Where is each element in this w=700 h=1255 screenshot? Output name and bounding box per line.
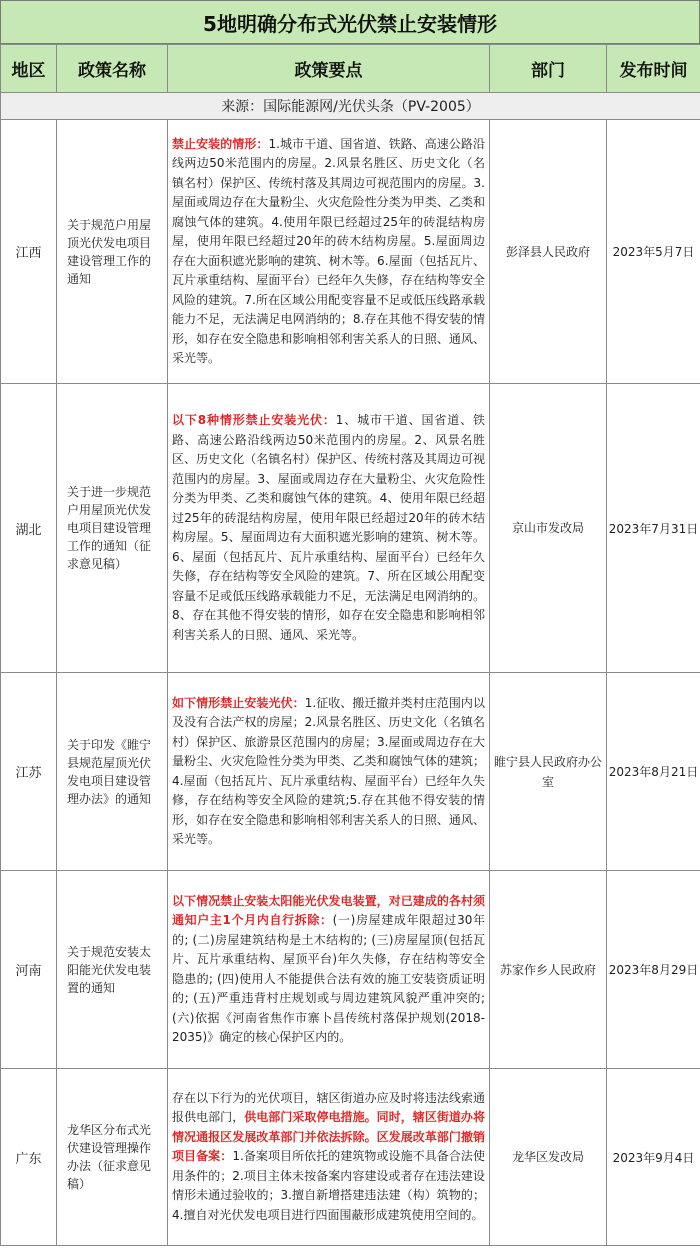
date-cell: 2023年9月4日 xyxy=(607,1069,700,1246)
region-cell: 河南 xyxy=(1,871,57,1069)
points-text: 1.城市干道、国省道、铁路、高速公路沿线两边50米范围内的房屋。2.风景名胜区、历史文化（名镇名村）保护区、传统村落及其周边可视范围内的房屋。3.屋面或周边存在大量粉尘、火灾危险性分类为甲类、乙类和腐蚀气体的建筑。4.使用年限已经超过25年的砖混结构房屋，使用年限已经超过20年的砖木结构房屋。5.屋面周边存在大面积遮光影响的建筑、树木等。6.屋面（包括瓦片、瓦片承重结构、屋面平台）已经年久失修，存在结构等安全风险的建筑。7.所在区域公用配变容量不足或低压线路承载能力不足，无法满足电网消纳的；8.存在其他不得安装的情形，如存在安全隐患和影响相邻利害关系人的日照、通风、采光等。 xyxy=(172,136,485,365)
points-text: (一)房屋建成年限超过30年的; (二)房屋建筑结构是土木结构的; (三)房屋屋顶(包括瓦片、瓦片承重结构、屋顶平台)年久失修，存在结构等安全隐患的; (四)使用人不能提供合法有效的施工安装资质证明的; (五)严重违背村庄规划或与周边建筑风貌严重冲突的; (六)依据《河南省焦作市寨卜昌传统村落保护规划(2018-2035)》确定的核心保护区内的。 xyxy=(172,913,485,1044)
policy-name-cell: 关于规范安装太阳能光伏发电装置的通知 xyxy=(57,871,168,1069)
header-date: 发布时间 xyxy=(607,45,700,93)
date-cell: 2023年8月21日 xyxy=(607,673,700,871)
department-cell: 龙华区发改局 xyxy=(490,1069,607,1246)
points-highlight: 如下情形禁止安装光伏： xyxy=(172,695,305,710)
policy-points-cell xyxy=(168,673,490,871)
points-intro: 存在以下行为的光伏项目，辖区街道办应及时将违法线索通报供电部门， xyxy=(172,1090,485,1125)
points-text: 1.备案项目所依托的建筑物或设施不具备合法使用条件的；2.项目主体未按备案内容建设或者存在违法建设情形未通过验收的；3.擅自新增搭建违法建（构）筑物的；4.擅自对光伏发电项目进行四面围蔽形成建筑使用空间的。 xyxy=(172,1149,485,1222)
policy-name-cell: 关于规范户用屋顶光伏发电项目建设管理工作的通知 xyxy=(57,120,168,384)
region-cell: 广东 xyxy=(1,1069,57,1246)
policy-points-cell xyxy=(168,1069,490,1246)
table-row xyxy=(1,1069,700,1246)
policy-points-cell xyxy=(168,871,490,1069)
policy-table xyxy=(0,44,700,1246)
header-policy-points: 政策要点 xyxy=(168,45,490,93)
policy-name-cell: 龙华区分布式光伏建设管理操作办法（征求意见稿） xyxy=(57,1069,168,1246)
policy-name-cell: 关于印发《睢宁县规范屋顶光伏发电项目建设管理办法》的通知 xyxy=(57,673,168,871)
policy-points-cell xyxy=(168,120,490,384)
points-highlight: 供电部门采取停电措施。同时，辖区街道办将情况通报区发展改革部门并依法拆除。区发展改革部门撤销项目备案： xyxy=(172,1110,485,1164)
date-cell: 2023年5月7日 xyxy=(607,120,700,384)
region-cell: 江西 xyxy=(1,120,57,384)
region-cell: 江苏 xyxy=(1,673,57,871)
points-highlight: 以下8种情形禁止安装光伏： xyxy=(172,413,336,427)
table-title: 5地明确分布式光伏禁止安装情形 xyxy=(0,0,700,44)
points-text: 1.征收、搬迁撤并类村庄范围内以及没有合法产权的房屋；2.风景名胜区、历史文化（名镇名村）保护区、旅游景区范围内的房屋；3.屋面或周边存在大量粉尘、火灾危险性分类为甲类、乙类和腐蚀气体的建筑；4.屋面（包括瓦片、瓦片承重结构、屋面平台）已经年久失修，存在结构等安全风险的建筑;5.存在其他不得安装的情形，如存在安全隐患和影响相邻利害关系人的日照、通风、采光等。 xyxy=(172,695,485,846)
source-text: 来源：国际能源网/光伏头条（PV-2005） xyxy=(1,93,700,120)
table-row xyxy=(1,120,700,384)
header-row xyxy=(1,45,700,93)
policy-points-cell xyxy=(168,384,490,673)
points-text: 1、城市干道、国省道、铁路、高速公路沿线两边50米范围内的房屋。2、风景名胜区、历史文化（名镇名村）保护区、传统村落及其周边可视范围内的房屋。3、屋面或周边存在大量粉尘、火灾危险性分类为甲类、乙类和腐蚀气体的建筑。4、使用年限已经超过25年的砖混结构房屋，使用年限已经超过20年的砖木结构房屋。5、屋面周边有大面积遮光影响的建筑、树木等。6、屋面（包括瓦片、瓦片承重结构、屋面平台）已经年久失修，存在结构等安全风险的建筑。7、所在区域公用配变容量不足或低压线路承载能力不足，无法满足电网消纳的。8、存在其他不得安装的情形，如存在安全隐患和影响相邻利害关系人的日照、通风、采光等。 xyxy=(172,413,485,642)
points-highlight: 禁止安装的情形： xyxy=(172,136,269,151)
header-policy-name: 政策名称 xyxy=(57,45,168,93)
points-highlight: 以下情况禁止安装太阳能光伏发电装置，对已建成的各村须通知户主1个月内自行拆除： xyxy=(172,893,485,927)
policy-name-cell: 关于进一步规范户用屋顶光伏发电项目建设管理工作的通知（征求意见稿） xyxy=(57,384,168,673)
department-cell: 彭泽县人民政府 xyxy=(490,120,607,384)
department-cell: 京山市发改局 xyxy=(490,384,607,673)
department-cell: 睢宁县人民政府办公室 xyxy=(490,673,607,871)
source-row xyxy=(1,93,700,120)
date-cell: 2023年7月31日 xyxy=(607,384,700,673)
table-row xyxy=(1,384,700,673)
header-region: 地区 xyxy=(1,45,57,93)
header-department: 部门 xyxy=(490,45,607,93)
table-row xyxy=(1,673,700,871)
region-cell: 湖北 xyxy=(1,384,57,673)
table-row xyxy=(1,871,700,1069)
date-cell: 2023年8月29日 xyxy=(607,871,700,1069)
department-cell: 苏家作乡人民政府 xyxy=(490,871,607,1069)
